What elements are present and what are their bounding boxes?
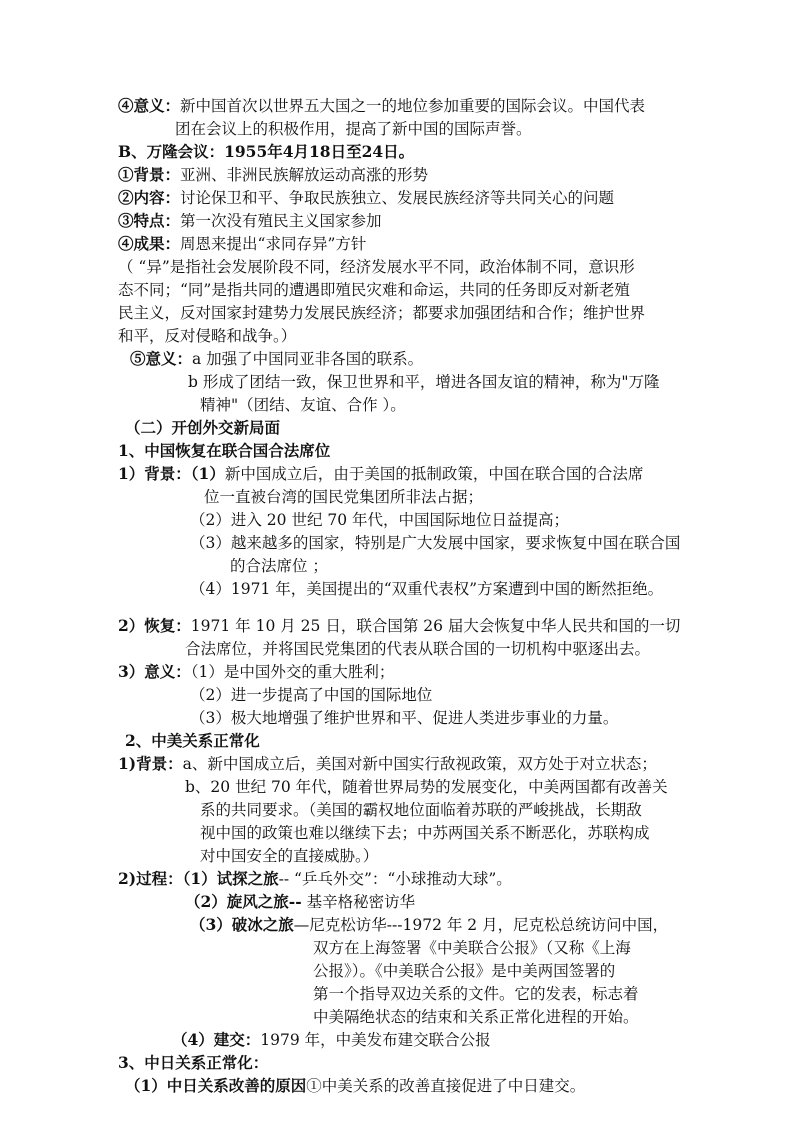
line-text: 合法席位，并将国民党集团的代表从联合国的一切机构中驱逐出去。 [185, 640, 651, 658]
line-text: 对中国安全的直接威胁。） [200, 847, 379, 865]
sino-us-process-4 [172, 1029, 491, 1051]
sino-japan-reason [125, 1075, 585, 1097]
meaning-line-1 [118, 95, 645, 117]
sino-us-process-1 [118, 868, 512, 890]
line-text: 位一直被台湾的国民党集团所非法占据； [204, 488, 484, 506]
line-text: 和平，反对侵略和战争。） [118, 327, 297, 345]
line-text: b、20 世纪 70 年代，随着世界局势的发展变化，中美两国都有改善关 [185, 778, 668, 796]
section-label: 2）恢复： [118, 616, 191, 635]
line-text: b 形成了团结一致，保卫世界和平，增进各国友谊的精神，称为"万隆 [188, 373, 660, 391]
un-meaning-1 [118, 661, 394, 683]
section-label: 1）背景：（1） [118, 464, 225, 483]
sino-us-background-b [185, 776, 668, 798]
section-label: （4）建交： [172, 1030, 261, 1049]
un-restoration [118, 615, 680, 637]
line-text: 亚洲、非洲民族解放运动高涨的形势 [180, 166, 429, 184]
sino-us-process-3-cont-3 [313, 983, 639, 1005]
line-text: 的合法席位 ； [230, 557, 328, 575]
sino-us-process-3-cont-4 [313, 1006, 639, 1028]
un-background-1-cont [204, 486, 483, 508]
line-text: 中美隔绝状态的结束和关系正常化进程的开始。 [313, 1008, 639, 1026]
sino-us-background-b-cont-1 [200, 799, 642, 821]
section-heading [125, 417, 280, 439]
line-text: a、新中国成立后，美国对新中国实行敌视政策，双方处于对立状态； [182, 755, 657, 773]
line-text: 基辛格秘密访华 [301, 893, 416, 911]
sino-us-heading [125, 730, 260, 752]
bandung-heading [118, 141, 414, 163]
line-text: ①中美关系的改善直接促进了中日建交。 [306, 1077, 586, 1095]
sino-us-background-b-cont-2 [200, 822, 650, 844]
line-text: 态不同；“同”是指共同的遭遇即殖民灾难和命运，共同的任务即反对新老殖 [118, 281, 630, 299]
section-label: （1）中日关系改善的原因 [125, 1076, 307, 1095]
sino-us-background-b-cont-3 [200, 845, 378, 867]
line-text: （3）极大地增强了维护世界和平、促进人类进步事业的力量。 [190, 709, 619, 727]
line-text: 公报》）。《中美联合公报》是中美两国签署的 [313, 962, 616, 980]
line-text: —尼克松访华---1972 年 2 月，尼克松总统访问中国， [293, 916, 669, 934]
un-background-1 [118, 463, 643, 485]
bandung-feature [118, 210, 382, 232]
heading-text: 2、中美关系正常化 [125, 731, 260, 750]
line-text: 第一次没有殖民主义国家参加 [180, 212, 382, 230]
sino-japan-heading [118, 1052, 268, 1074]
line-text: 团在会议上的积极作用，提高了新中国的国际声誉。 [175, 120, 532, 138]
sino-us-background-a [118, 753, 657, 775]
section-label: ②内容： [118, 188, 181, 207]
line-text: 周恩来提出“求同存异”方针 [180, 235, 367, 253]
un-meaning-2 [190, 684, 432, 706]
bandung-meaning-a [130, 348, 423, 370]
section-label: 3）意义： [118, 662, 191, 681]
line-text: 讨论保卫和平、争取民族独立、发展民族经济等共同关心的问题 [180, 189, 615, 207]
line-text: -- “乒乓外交”：“小球推动大球”。 [278, 870, 512, 888]
explanation-line-2 [118, 279, 630, 301]
line-text: 新中国首次以世界五大国之一的地位参加重要的国际会议。中国代表 [180, 97, 646, 115]
line-text: 新中国成立后，由于美国的抵制政策，中国在联合国的合法席 [224, 465, 644, 483]
section-label: ④意义： [118, 96, 181, 115]
line-text: （4）1971 年，美国提出的“双重代表权”方案遭到中国的断然拒绝。 [190, 580, 664, 598]
section-label: 1)背景： [118, 754, 183, 773]
section-label: ①背景： [118, 165, 181, 184]
sino-us-process-3-cont-2 [313, 960, 615, 982]
line-text: 系的共同要求。（美国的霸权地位面临着苏联的严峻挑战，长期敌 [200, 801, 642, 819]
bandung-meaning-b-cont [200, 394, 406, 416]
line-text: （2）进一步提高了中国的国际地位 [190, 686, 433, 704]
un-background-3-cont [230, 555, 328, 577]
un-restoration-cont [185, 638, 650, 660]
section-label: ⑤意义： [130, 349, 193, 368]
heading-text: 1、中国恢复在联合国合法席位 [118, 441, 331, 460]
section-label: ④成果： [118, 234, 181, 253]
line-text: 1979 年，中美发布建交联合公报 [260, 1031, 491, 1049]
un-background-2 [190, 509, 569, 531]
line-text: 1971 年 10 月 25 日，联合国第 26 届大会恢复中华人民共和国的一切 [190, 617, 681, 635]
sino-us-process-3-cont-1 [313, 937, 631, 959]
line-text: 视中国的政策也难以继续下去；中苏两国关系不断恶化，苏联构成 [200, 824, 650, 842]
heading-text: （二）开创外交新局面 [125, 418, 281, 437]
heading-text: B、万隆会议：1955年4月18日至24日。 [118, 142, 415, 161]
bandung-content [118, 187, 614, 209]
un-meaning-3 [190, 707, 618, 729]
section-label: 2)过程：（1）试探之旅 [118, 869, 279, 888]
bandung-result [118, 233, 366, 255]
line-text: a 加强了中国同亚非各国的联系。 [192, 350, 424, 368]
sino-us-process-3 [190, 914, 668, 936]
section-label: ③特点： [118, 211, 181, 230]
line-text: （ “异”是指社会发展阶段不同，经济发展水平不同，政治体制不同，意识形 [118, 258, 635, 276]
un-seat-heading [118, 440, 330, 462]
line-text: 第一个指导双边关系的文件。它的发表，标志着 [313, 985, 639, 1003]
line-text: 精神"（团结、友谊、合作 ）。 [200, 396, 406, 414]
bandung-background [118, 164, 428, 186]
explanation-line-1 [118, 256, 635, 278]
meaning-line-2 [175, 118, 532, 140]
heading-text: 3、中日关系正常化： [118, 1053, 269, 1072]
sino-us-process-2 [185, 891, 415, 913]
line-text: 双方在上海签署《中美联合公报》（又称《上海 [313, 939, 631, 957]
explanation-line-4 [118, 325, 296, 347]
section-label: （3）破冰之旅 [190, 915, 294, 934]
un-background-4 [190, 578, 663, 600]
line-text: （1）是中国外交的重大胜利； [190, 663, 395, 681]
line-text: （2）进入 20 世纪 70 年代，中国国际地位日益提高； [190, 511, 570, 529]
section-label: （2）旋风之旅-- [185, 892, 302, 911]
line-text: （3）越来越多的国家，特别是广大发展中国家，要求恢复中国在联合国 [190, 534, 681, 552]
explanation-line-3 [118, 302, 645, 324]
bandung-meaning-b [188, 371, 659, 393]
un-background-3 [190, 532, 680, 554]
line-text: 民主义，反对国家封建势力发展民族经济；都要求加强团结和合作；维护世界 [118, 304, 646, 322]
